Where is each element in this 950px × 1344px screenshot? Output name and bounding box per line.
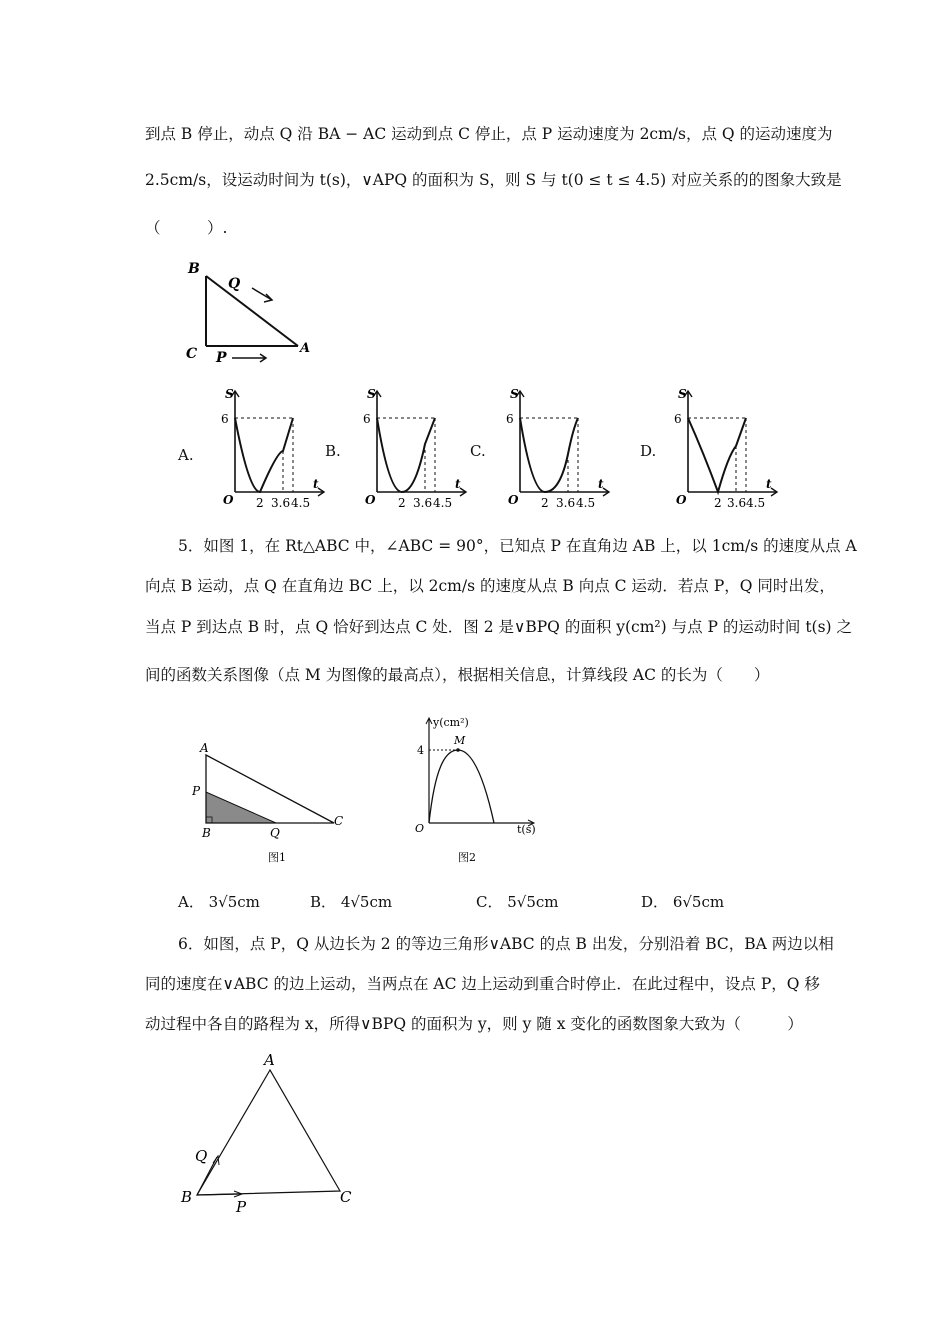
yaxis-label: S [367,387,376,401]
q5-figure-2 [405,713,545,869]
ymark-label: 6 [506,412,514,426]
q4-option-a-letter: A. [178,446,194,464]
label-q: Q [228,276,241,292]
q6-text-line-2: 同的速度在∨ABC 的边上运动，当两点在 AC 边上运动到重合时停止．在此过程中，设点 P，Q 移 [145,975,820,993]
tick-3-6: 3.6 [271,496,291,510]
q6-text-line-1: 6．如图，点 P，Q 从边长为 2 的等边三角形∨ABC 的点 B 出发，分别沿着 BC，BA 两边以相 [178,935,834,953]
answer-value: 6√5cm [672,893,725,911]
tick-3-6: 3.6 [727,496,747,510]
answer-value: 3√5cm [208,893,260,911]
tick-3-6: 3.6 [413,496,433,510]
tick-2: 2 [714,496,722,510]
q4-option-d-letter: D. [640,442,657,460]
tick-3-6: 3.6 [556,496,576,510]
xaxis-label: t(s) [517,823,536,836]
answer-letter: A． [178,893,204,911]
yaxis-label: S [225,387,234,401]
label-q: Q [270,826,280,840]
q5-answer-b[interactable] [310,891,392,912]
q4-option-c-graph[interactable] [490,384,615,512]
q5-answer-d[interactable] [641,891,724,912]
q4-triangle-figure [180,258,320,368]
origin-label: O [223,493,234,507]
q-direction-arrow [252,288,272,302]
yaxis-label: S [510,387,519,401]
label-p: P [192,784,201,798]
label-c: C [340,1188,352,1206]
q5-answer-c[interactable] [476,891,559,912]
q4-option-c-letter: C. [470,442,486,460]
peak-label: M [454,734,466,747]
label-q: Q [195,1147,208,1165]
q6-triangle-figure [175,1050,375,1222]
label-p: P [236,1198,247,1216]
q5-text-line-1: 5．如图 1，在 Rt△ABC 中，∠ABC = 90°，已知点 P 在直角边 AB 上，以 1cm/s 的速度从点 A [178,537,857,555]
q6-text-line-3: 动过程中各自的路程为 x，所得∨BPQ 的面积为 y，则 y 随 x 变化的函数图象大致为（ ） [145,1015,803,1033]
label-c: C [334,814,344,828]
origin-label: O [676,493,687,507]
xaxis-label: t [598,477,604,491]
label-p: P [216,350,227,366]
q4-option-d-graph[interactable] [658,384,783,512]
yaxis-label: S [678,387,687,401]
q5-text-line-3: 当点 P 到达点 B 时，点 Q 恰好到达点 C 处．图 2 是∨BPQ 的面积 y(cm²) 与点 P 的运动时间 t(s) 之 [145,618,853,636]
tick-2: 2 [398,496,406,510]
q4-option-a-graph[interactable] [205,384,330,512]
p-direction-arrow [232,354,266,362]
xaxis-label: t [313,477,319,491]
tick-2: 2 [541,496,549,510]
ymark-label: 6 [674,412,682,426]
q5-text-line-4: 间的函数关系图像（点 M 为图像的最高点），根据相关信息，计算线段 AC 的长为（ ） [145,666,770,684]
curve-d [688,418,746,492]
q5-answer-a[interactable] [178,891,260,912]
answer-value: 5√5cm [507,893,559,911]
curve-a [235,418,293,492]
label-c: C [186,346,198,362]
yaxis-label: y(cm²) [433,716,469,729]
tick-4-5: 4.5 [746,496,766,510]
peak-point [456,748,460,752]
q5-figure-1 [192,737,352,869]
label-a: A [300,341,311,356]
caption-fig1: 图1 [268,851,286,864]
q4-option-b-letter: B. [325,442,341,460]
label-b: B [188,261,200,277]
xaxis-label: t [455,477,461,491]
curve-b [377,418,435,492]
ymark-label: 4 [417,744,424,757]
area-curve [429,750,494,823]
answer-value: 4√5cm [340,893,393,911]
ymark-label: 6 [221,412,229,426]
tick-4-5: 4.5 [433,496,453,510]
tick-4-5: 4.5 [291,496,311,510]
label-b: B [202,826,211,840]
answer-letter: D． [641,893,669,911]
tick-2: 2 [256,496,264,510]
curve-c [520,418,578,492]
q5-text-line-2: 向点 B 运动，点 Q 在直角边 BC 上，以 2cm/s 的速度从点 B 向点 C 运动．若点 P，Q 同时出发， [145,577,835,595]
origin-label: O [508,493,519,507]
xaxis-label: t [766,477,772,491]
answer-letter: C． [476,893,503,911]
label-a: A [264,1051,275,1069]
label-a: A [200,741,209,755]
q4-text-line-2: 2.5cm/s，设运动时间为 t(s)，∨APQ 的面积为 S，则 S 与 t(0 ≤ t ≤ 4.5) 对应关系的的图象大致是 [145,171,842,189]
q4-text-line-1: 到点 B 停止，动点 Q 沿 BA − AC 运动到点 C 停止，点 P 运动速度为 2cm/s，点 Q 的运动速度为 [145,125,833,143]
ymark-label: 6 [363,412,371,426]
origin-label: O [365,493,376,507]
answer-letter: B． [310,893,337,911]
origin-label: O [415,822,425,835]
caption-fig2: 图2 [458,851,476,864]
label-b: B [181,1188,193,1206]
q4-option-b-graph[interactable] [347,384,472,512]
q4-text-line-3: （ ）. [145,219,228,237]
tick-4-5: 4.5 [576,496,596,510]
